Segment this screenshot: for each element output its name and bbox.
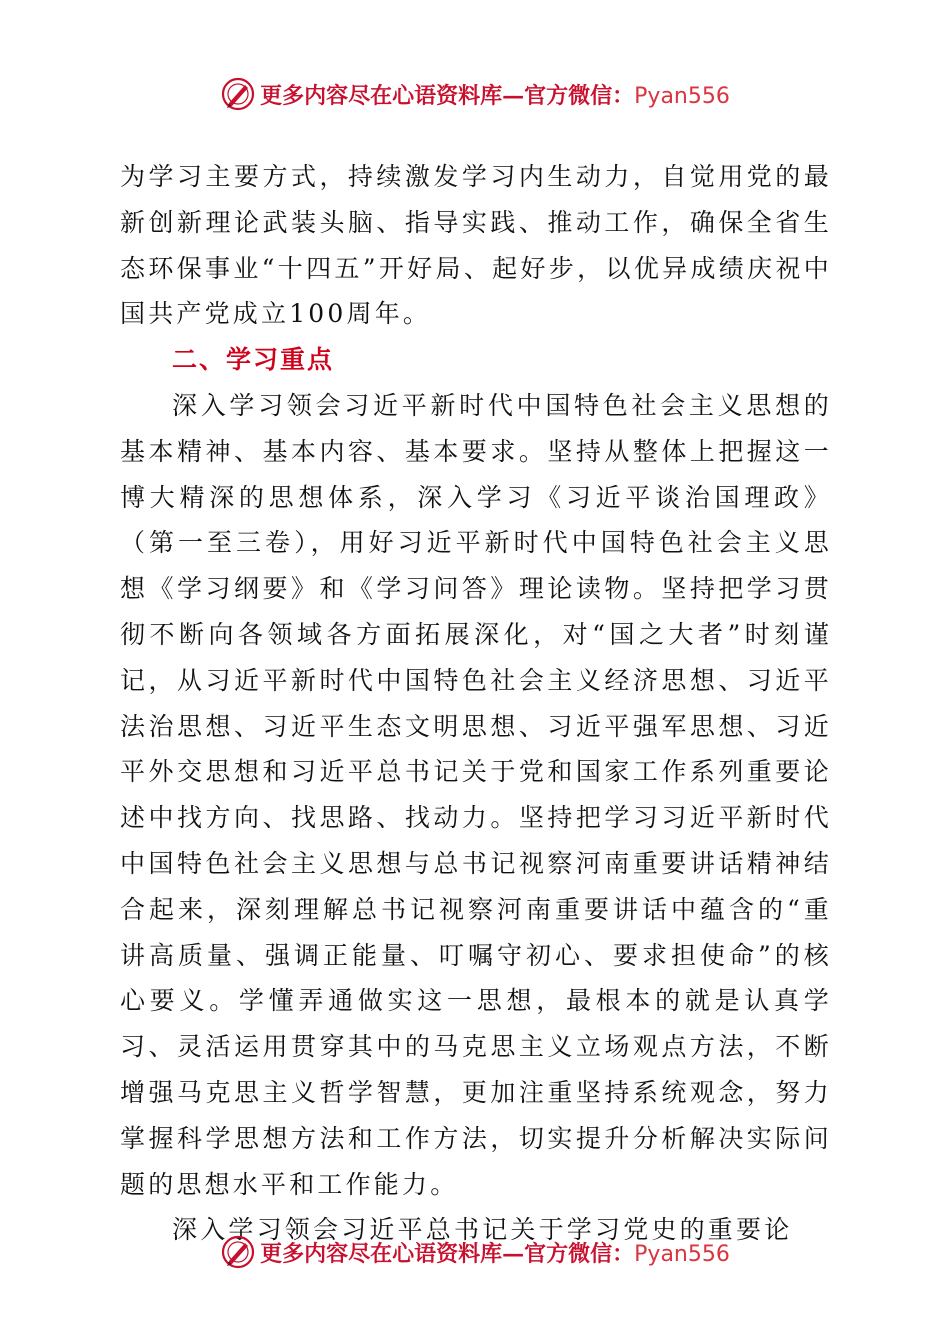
brand-logo-icon [220, 76, 256, 112]
banner-text: 更多内容尽在心语资料库—官方微信：Pyan556 [260, 1240, 730, 1267]
document-body [120, 154, 832, 1253]
section-heading-key-points: 二、学习重点 [172, 345, 335, 375]
banner-text: 更多内容尽在心语资料库—官方微信：Pyan556 [260, 82, 730, 109]
paragraph-3: 深入学习领会习近平总书记关于学习党史的重要论 [172, 1215, 793, 1245]
header-watermark-banner [0, 74, 950, 114]
brand-logo-icon [220, 1234, 256, 1270]
wechat-id: Pyan556 [634, 1241, 730, 1267]
paragraph-1: 为学习主要方式，持续激发学习内生动力，自觉用党的最新创新理论武装头脑、指导实践、推动工作，确保全省生态环保事业“十四五”开好局、起好步，以优异成绩庆祝中国共产党成立100周年。 [120, 162, 832, 329]
paragraph-2: 深入学习领会习近平新时代中国特色社会主义思想的基本精神、基本内容、基本要求。坚持从整体上把握这一博大精深的思想体系，深入学习《习近平谈治国理政》（第一至三卷），用好习近平新时代中国特色社会主义思想《学习纲要》和《学习问答》理论读物。坚持把学习贯彻不断向各领域各方面拓展深化，对“国之大者”时刻谨记，从习近平新时代中国特色社会主义经济思想、习近平法治思想、习近平生态文明思想、习近平强军思想、习近平外交思想和习近平总书记关于党和国家工作系列重要论述中找方向、找思路、找动力。坚持把学习习近平新时代中国特色社会主义思想与总书记视察河南重要讲话精神结合起来，深刻理解总书记视察河南重要讲话中蕴含的“重讲高质量、强调正能量、叮嘱守初心、要求担使命”的核心要义。学懂弄通做实这一思想，最根本的就是认真学习、灵活运用贯穿其中的马克思主义立场观点方法，不断增强马克思主义哲学智慧，更加注重坚持系统观念，努力掌握科学思想方法和工作方法，切实提升分析解决实际问题的思想水平和工作能力。 [120, 390, 832, 1199]
footer-watermark-banner [0, 1232, 950, 1272]
wechat-id: Pyan556 [634, 83, 730, 109]
